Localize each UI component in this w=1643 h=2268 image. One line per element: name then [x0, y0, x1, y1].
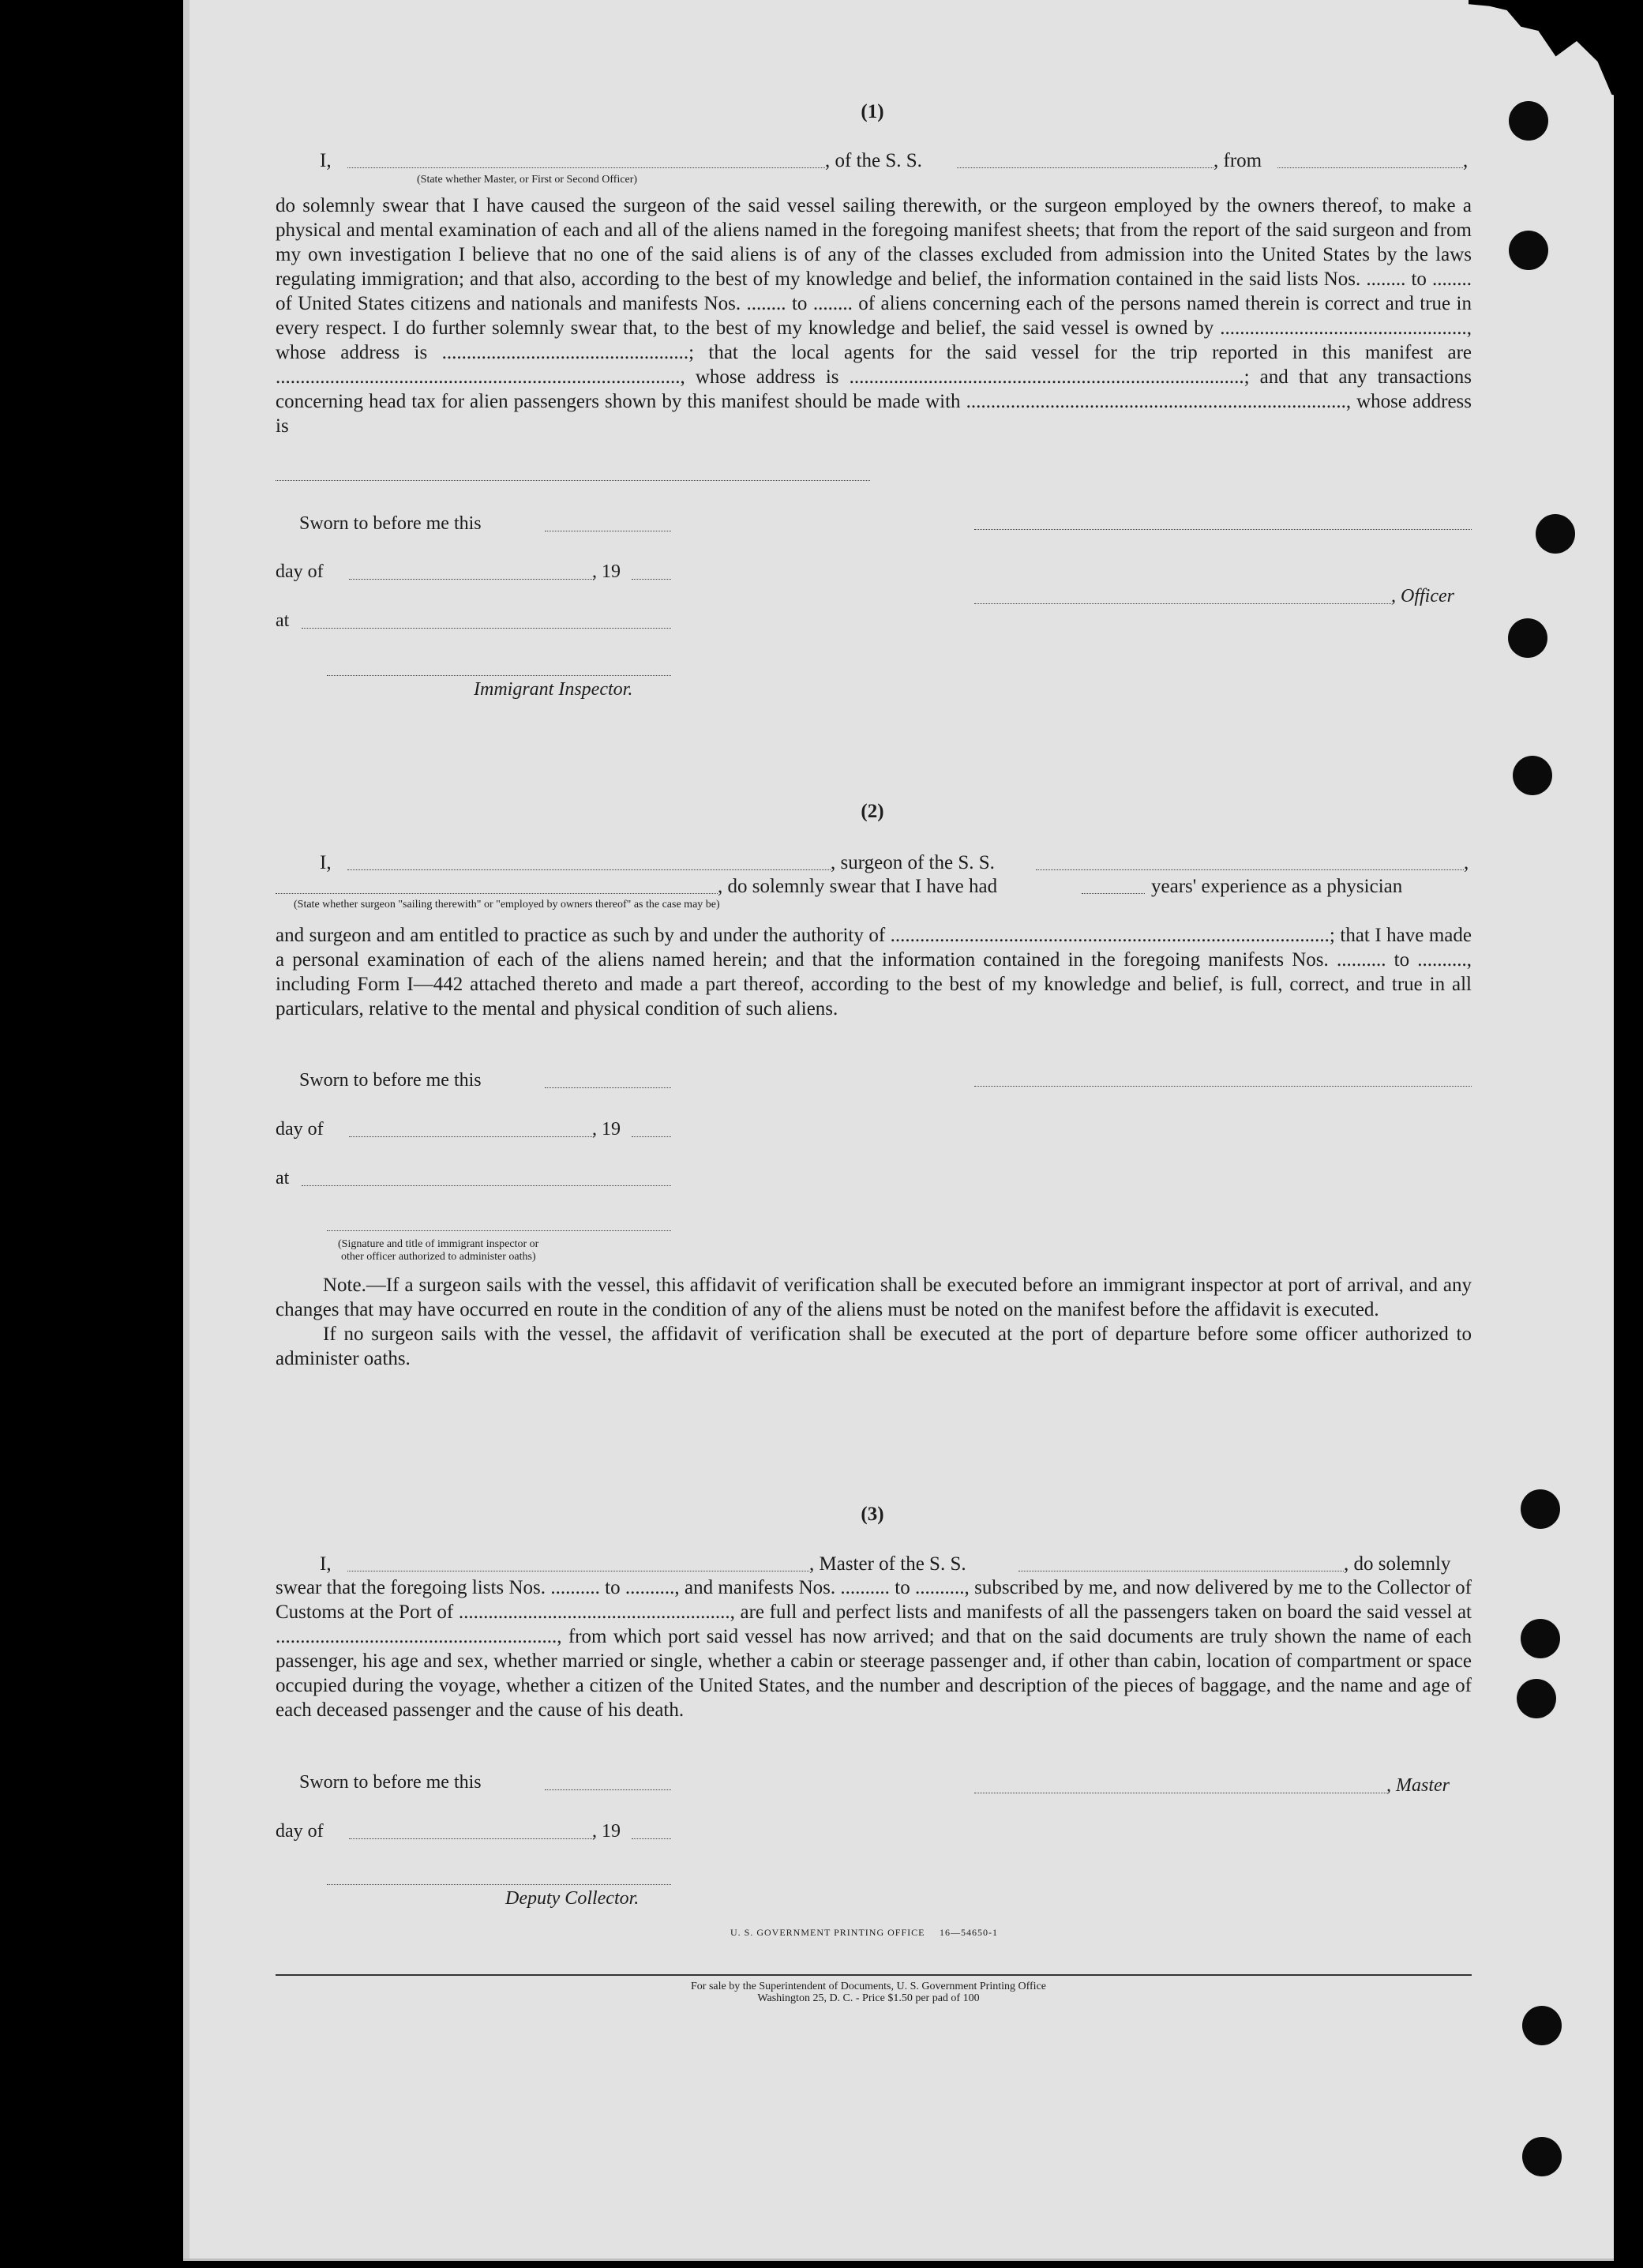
- binder-hole: [1521, 1619, 1560, 1658]
- year-prefix: , 19: [592, 1821, 621, 1842]
- surgeon-signature-line[interactable]: [974, 1086, 1472, 1087]
- binder-hole: [1536, 514, 1575, 554]
- do-solemnly-label: , do solemnly: [1344, 1553, 1451, 1575]
- at-label: at: [276, 610, 290, 631]
- section-1-i-label: I,: [320, 150, 332, 171]
- collector-signature-line[interactable]: [327, 1884, 671, 1885]
- footer-divider: [276, 1974, 1472, 1976]
- section-1-from-label: , from: [1213, 150, 1262, 171]
- binder-hole: [1522, 2006, 1562, 2045]
- section-3-heading: (3): [861, 1504, 884, 1525]
- section-2-heading: (2): [861, 801, 884, 822]
- surgeon-ship-label: , surgeon of the S. S.: [831, 852, 995, 873]
- section-3-oath-text: [276, 1575, 1472, 1722]
- section-1-oath-text: [276, 193, 1472, 438]
- surgeon-ship-field[interactable]: [1036, 869, 1464, 870]
- section-1-oath-body: do solemnly swear that I have caused the surgeon of the said vessel sailing therewith, or the surgeon employed by the owners thereof, to make a physical and mental examination of each and all of the aliens named in the foregoing manifest sheets; that from the report of the said surgeon and from my own investigation I believe that no one of the said aliens is of any of the classes excluded from admission into the United States by the laws regulating immigration; and that also, according to the best of my knowledge and belief, the information contained in the said lists Nos. ........ to ........ of United States citizens and nationals and manifests Nos. ........ to ........ of aliens concerning each of the persons named therein is correct and true in every respect. I do further solemnly swear that, to the best of my knowledge and belief, the said vessel is owned by .................................................., whose address is ..................................................; that the local agents for the said vessel for the trip reported in this manifest are .................................................................................., whose address is ................................................................................; and that any transactions concerning head tax for alien passengers shown by this manifest should be made with ............................................................................., whose address is: [276, 195, 1472, 437]
- binder-hole: [1508, 618, 1547, 658]
- section-1-ship-label: , of the S. S.: [825, 150, 922, 171]
- sworn-day-field[interactable]: [545, 1789, 671, 1790]
- officer-signature-line-1[interactable]: [974, 529, 1472, 530]
- immigrant-inspector-caption: Immigrant Inspector.: [474, 679, 633, 700]
- section-2-oath-text: [276, 923, 1472, 1021]
- note-paragraph-2: If no surgeon sails with the vessel, the affidavit of verification shall be executed at the port of departure before some officer authorized to administer oaths.: [276, 1324, 1472, 1369]
- officer-signature-line-2[interactable]: [974, 603, 1391, 604]
- section-2-oath-body: and surgeon and am entitled to practice as such by and under the authority of .........................................................................................; that I have made a personal examination of each of the aliens named herein; and that the information contained in the foregoing manifests Nos. .......... to .........., including Form I—442 attached thereto and made a part thereof, according to the best of my knowledge and belief, is full, correct, and true in all particulars, relative to the mental and physical condition of such aliens.: [276, 925, 1472, 1019]
- years-experience-field[interactable]: [1082, 893, 1145, 894]
- day-of-label: day of: [276, 1821, 324, 1842]
- head-tax-continuation-field[interactable]: [276, 480, 870, 481]
- month-field[interactable]: [349, 1136, 594, 1137]
- comma: ,: [1464, 852, 1469, 873]
- sworn-day-field[interactable]: [545, 1087, 671, 1088]
- departure-port-field[interactable]: [1277, 167, 1463, 168]
- years-experience-label: years' experience as a physician: [1151, 876, 1403, 897]
- section-3-oath-body: swear that the foregoing lists Nos. .......... to .........., and manifests Nos. .......... to .........., subscribed by me, and now delivered by me to the Collector of Customs at the Port of ......................................................., are full and perfect lists and manifests of all the passengers taken on board the said vessel at ........................................................., from which port said vessel has now arrived; and that on the said documents are truly shown the name of each passenger, his age and sex, whether married or single, whether a cabin or steerage passenger and, if other than cabin, location of compartment or space occupied during the voyage, whether a citizen of the United States, and the number and description of the pieces of baggage, and the name and age of each deceased passenger and the cause of his death.: [276, 1577, 1472, 1721]
- year-field[interactable]: [632, 579, 671, 580]
- section-2-i-label: I,: [320, 852, 332, 873]
- sworn-label: Sworn to before me this: [299, 1070, 482, 1091]
- form-number: 16—54650-1: [940, 1927, 998, 1938]
- ship-name-field[interactable]: [957, 167, 1213, 168]
- binder-hole: [1509, 101, 1548, 141]
- note-text: [276, 1273, 1472, 1371]
- section-3-i-label: I,: [320, 1553, 332, 1575]
- binder-hole: [1521, 1489, 1560, 1529]
- section-1-heading: (1): [861, 101, 884, 122]
- year-prefix: , 19: [592, 1119, 621, 1140]
- month-field[interactable]: [349, 579, 594, 580]
- comma: ,: [1463, 150, 1469, 171]
- place-field[interactable]: [302, 628, 671, 629]
- year-prefix: , 19: [592, 561, 621, 582]
- deputy-collector-caption: Deputy Collector.: [505, 1888, 640, 1909]
- signature-caption-2: other officer authorized to administer oaths): [341, 1251, 536, 1263]
- surgeon-name-field[interactable]: [347, 869, 831, 870]
- sworn-label: Sworn to before me this: [299, 1772, 482, 1793]
- master-ship-label: , Master of the S. S.: [809, 1553, 966, 1575]
- binder-hole: [1522, 2137, 1562, 2176]
- year-field[interactable]: [632, 1136, 671, 1137]
- sworn-label: Sworn to before me this: [299, 513, 482, 534]
- officer-caption: (State whether Master, or First or Second Officer): [417, 174, 638, 186]
- signature-caption-1: (Signature and title of immigrant inspector or: [338, 1238, 539, 1250]
- gpo-imprint: U. S. GOVERNMENT PRINTING OFFICE: [730, 1927, 925, 1938]
- inspector-signature-line[interactable]: [327, 675, 671, 676]
- sale-line-1: For sale by the Superintendent of Documents, U. S. Government Printing Office: [691, 1981, 1046, 1992]
- surgeon-oath-label: , do solemnly swear that I have had: [718, 876, 998, 897]
- page-edge: [183, 0, 189, 2259]
- binder-hole: [1509, 231, 1548, 270]
- note-paragraph-1: Note.—If a surgeon sails with the vessel, this affidavit of verification shall be executed before an immigrant inspector at port of arrival, and any changes that may have occurred en route in the condition of any of the aliens must be noted on the manifest before the affidavit is executed.: [276, 1275, 1472, 1320]
- month-field[interactable]: [349, 1838, 594, 1839]
- year-field[interactable]: [632, 1838, 671, 1839]
- sale-line-2: Washington 25, D. C. - Price $1.50 per pad of 100: [757, 1992, 980, 2004]
- place-field[interactable]: [302, 1185, 671, 1186]
- master-caption: , Master: [1386, 1775, 1450, 1796]
- at-label: at: [276, 1168, 290, 1188]
- day-of-label: day of: [276, 561, 324, 582]
- surgeon-status-field[interactable]: [276, 893, 718, 894]
- day-of-label: day of: [276, 1119, 324, 1140]
- surgeon-caption: (State whether surgeon "sailing therewith" or "employed by owners thereof" as the case may be): [294, 899, 720, 911]
- binder-hole: [1513, 756, 1552, 795]
- officer-caption-label: , Officer: [1391, 586, 1454, 606]
- officer-signature-line[interactable]: [327, 1230, 671, 1231]
- officer-name-field[interactable]: [347, 167, 825, 168]
- binder-hole: [1517, 1679, 1556, 1718]
